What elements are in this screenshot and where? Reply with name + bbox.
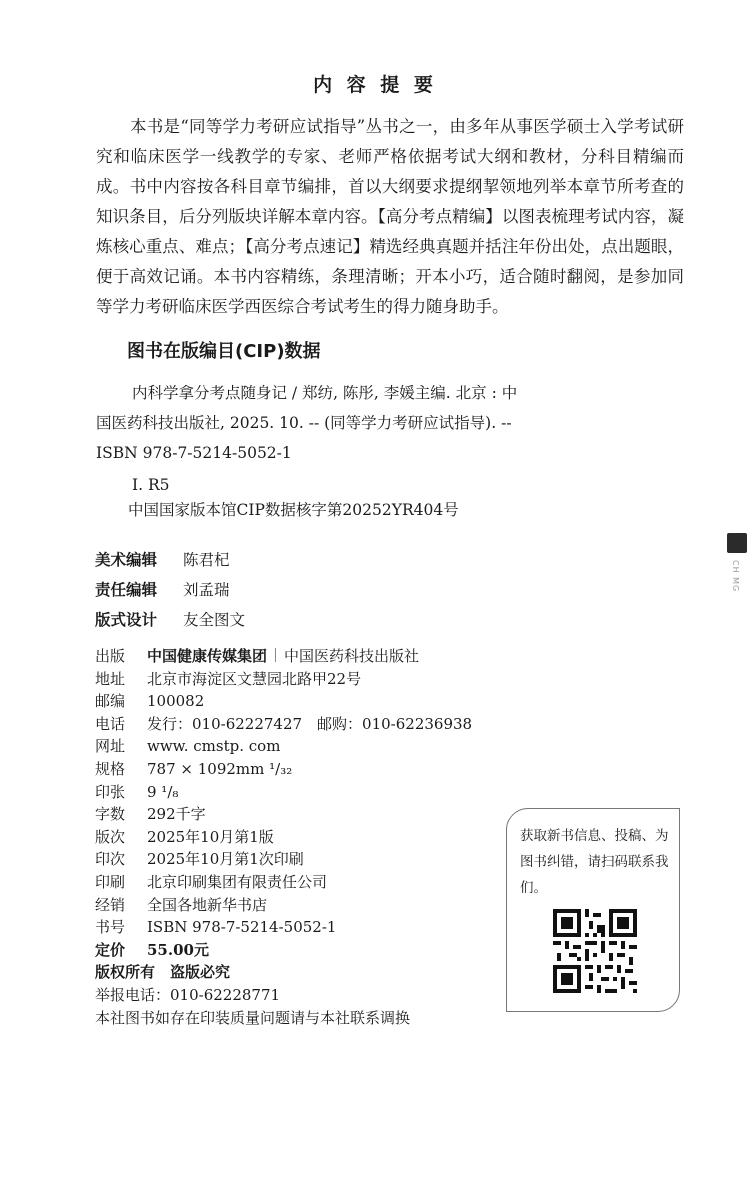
price-label: 定价 (95, 940, 126, 959)
pub-value: 发行：010-62227427 邮购：010-62236938 (147, 714, 473, 733)
cip-record: 中国国家版本馆CIP数据核字第20252YR404号 (128, 501, 459, 519)
pub-value: 2025年10月第1版 (147, 827, 274, 846)
cip-class: Ⅰ. R5 (132, 476, 170, 494)
publisher-group: 中国健康传媒集团 (147, 647, 268, 665)
pub-label: 印张 (95, 782, 126, 801)
price-value: 55.00元 (147, 940, 209, 959)
divider (275, 648, 276, 662)
pub-row (95, 781, 472, 804)
summary-body: 本书是“同等学力考研应试指导”丛书之一，由多年从事医学硕士入学考试研究和临床医学一线教学的专家、老师严格依据考试大纲和教材，分科目精编而成。书中内容按各科目章节编排，首以大纲要求提纲挈领地列举本章节所考查的知识条目，后分列版块详解本章内容。【高分考点精编】以图表梳理考试内容，凝炼核心重点、难点；【高分考点速记】精选经典真题并括注年份出处，点出题眼，便于高效记诵。本书内容精练，条理清晰；开本小巧，适合随时翻阅，是参加同等学力考研临床医学西医综合考试考生的得力随身助手。 (96, 117, 684, 316)
pub-row (95, 826, 472, 849)
pub-label: 网址 (95, 737, 126, 756)
pub-label: 印刷 (95, 872, 126, 891)
rights-line: 版权所有 盗版必究 (95, 963, 231, 982)
pub-row (95, 894, 472, 917)
pub-label: 电话 (95, 714, 126, 733)
pub-row (95, 848, 472, 871)
pub-row (95, 690, 472, 713)
report-line: 举报电话：010-62228771 (95, 985, 281, 1004)
editor-value: 友全图文 (183, 611, 246, 629)
editor-value: 刘孟瑞 (183, 581, 230, 599)
pub-row (95, 916, 472, 939)
editor-row (95, 548, 230, 570)
pub-value: 9 ¹/₈ (147, 782, 179, 801)
pub-label: 印次 (95, 850, 126, 869)
qr-contact-box (506, 808, 680, 1012)
editor-row (95, 608, 245, 630)
pub-value: 北京市海淀区文慧园北路甲22号 (147, 669, 362, 688)
price-row (95, 939, 472, 962)
pub-row (95, 735, 472, 758)
summary-title: 内 容 提 要 (313, 74, 437, 96)
side-tab-mark (727, 533, 747, 553)
pub-value: 全国各地新华书店 (147, 895, 268, 914)
pub-value: www. cmstp. com (147, 737, 281, 756)
qr-code-icon[interactable] (553, 909, 637, 993)
publisher-row (95, 645, 472, 668)
pub-label: 书号 (95, 918, 126, 937)
pub-value: 292千字 (147, 805, 206, 824)
pub-row (95, 668, 472, 691)
pub-value: 北京印刷集团有限责任公司 (147, 872, 328, 891)
pub-value: ISBN 978-7-5214-5052-1 (147, 918, 337, 937)
pub-row (95, 713, 472, 736)
pub-value: 100082 (147, 692, 205, 711)
pub-label: 经销 (95, 895, 126, 914)
pub-row (95, 871, 472, 894)
editor-label: 版式设计 (95, 611, 158, 629)
pub-label: 邮编 (95, 692, 126, 711)
pub-row (95, 758, 472, 781)
pub-row (95, 803, 472, 826)
pub-value: 787 × 1092mm ¹/₃₂ (147, 759, 293, 778)
publication-info (95, 645, 472, 1029)
publisher-name: 中国医药科技出版社 (284, 647, 420, 665)
editor-row (95, 578, 230, 600)
pub-label: 出版 (95, 647, 126, 665)
pub-value: 2025年10月第1次印刷 (147, 850, 304, 869)
pub-label: 地址 (95, 669, 126, 688)
pub-label: 字数 (95, 805, 126, 824)
editor-label: 责任编辑 (95, 581, 158, 599)
notice-line: 本社图书如存在印装质量问题请与本社联系调换 (95, 1008, 411, 1027)
pub-label: 版次 (95, 827, 126, 846)
pub-label: 规格 (95, 759, 126, 778)
cip-heading: 图书在版编目(CIP)数据 (127, 341, 321, 362)
cip-entry: 内科学拿分考点随身记 / 郑纺, 陈彤, 李媛主编. 北京 : 中国医药科技出版社, 2025. 10. -- (同等学力考研应试指导). -- ISBN 978-7-5214-5052-1 (96, 384, 518, 462)
editor-value: 陈君杞 (183, 551, 230, 569)
editor-label: 美术编辑 (95, 551, 158, 569)
side-tab-text: CH MG (731, 560, 740, 593)
qr-caption: 获取新书信息、投稿、为图书纠错，请扫码联系我们。 (520, 828, 669, 896)
